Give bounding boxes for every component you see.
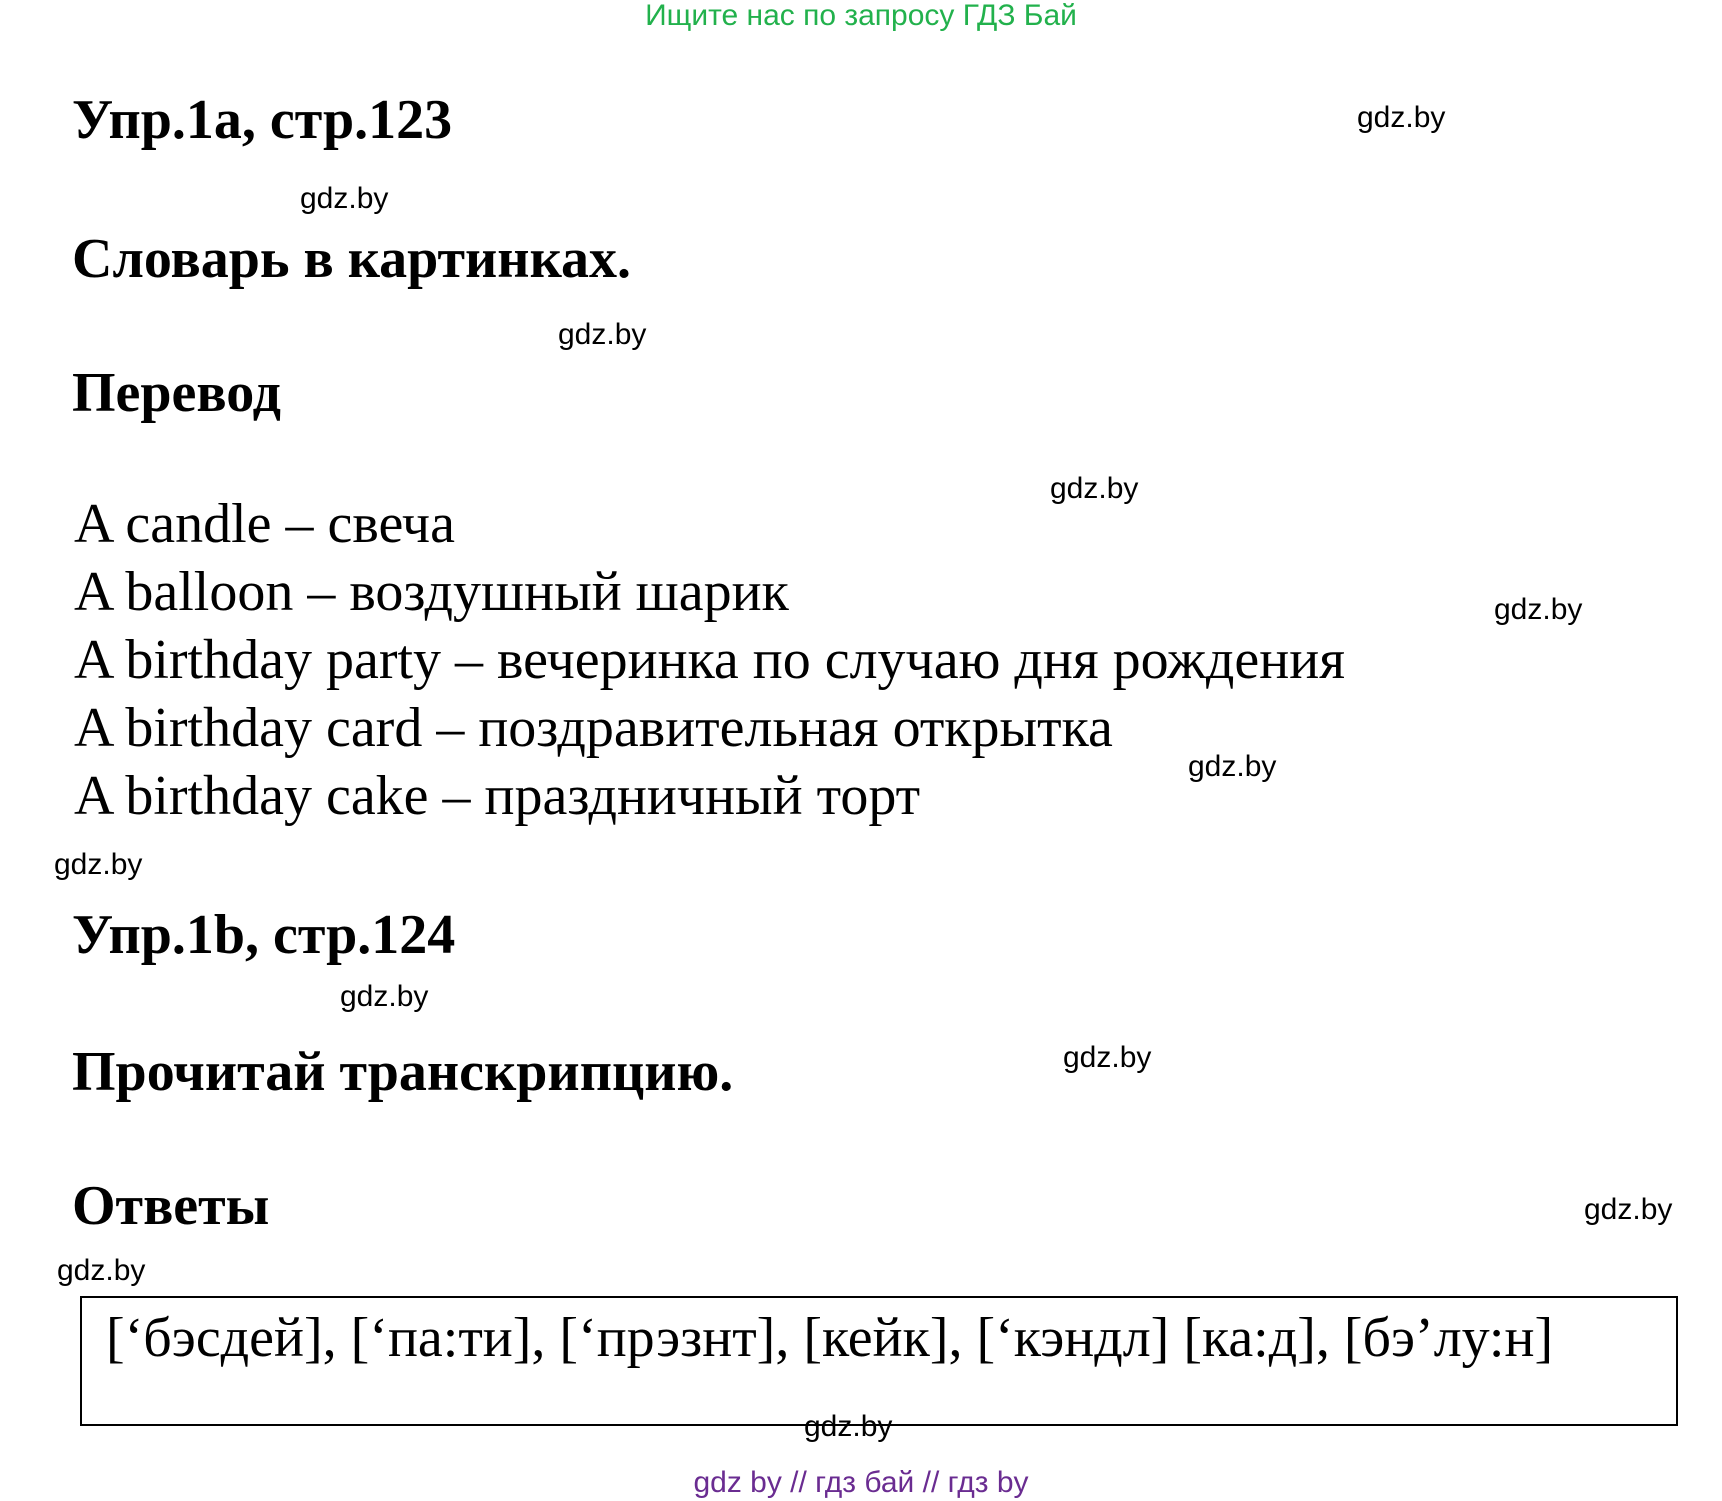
- watermark: gdz.by: [57, 1254, 146, 1287]
- transcription-answers: [‘бэсдей], [‘па:ти], [‘прэзнт], [кейк], [‘кэндл] [ка:д], [бэ’лу:н]: [106, 1307, 1554, 1369]
- exercise-1a-heading: Упр.1a, стр.123: [72, 89, 453, 151]
- vocab-item-candle: A candle – свеча: [74, 493, 455, 555]
- watermark: gdz.by: [1357, 101, 1446, 134]
- read-transcription-heading: Прочитай транскрипцию.: [72, 1041, 734, 1103]
- watermark: gdz.by: [1584, 1193, 1673, 1226]
- answers-heading: Ответы: [72, 1175, 270, 1237]
- watermark: gdz.by: [300, 182, 389, 215]
- watermark: gdz.by: [340, 980, 429, 1013]
- vocabulary-list: [74, 490, 1345, 830]
- watermark: gdz.by: [804, 1410, 893, 1443]
- watermark: gdz.by: [1050, 472, 1139, 505]
- translation-heading: Перевод: [72, 362, 281, 424]
- watermark: gdz.by: [558, 318, 647, 351]
- watermark: gdz.by: [1063, 1041, 1152, 1074]
- dictionary-heading: Словарь в картинках.: [72, 228, 631, 290]
- footer-links: gdz by // гдз бай // гдз by: [693, 1466, 1029, 1499]
- vocab-item-birthday-card: A birthday card – поздравительная открытка: [74, 697, 1113, 759]
- search-banner: Ищите нас по запросу ГДЗ Бай: [645, 0, 1077, 32]
- vocab-item-birthday-party: A birthday party – вечеринка по случаю дня рождения: [74, 629, 1345, 691]
- vocab-item-balloon: A balloon – воздушный шарик: [74, 561, 789, 623]
- exercise-1b-heading: Упр.1b, стр.124: [72, 904, 456, 966]
- watermark: gdz.by: [1494, 593, 1583, 626]
- answer-box: [80, 1296, 1678, 1426]
- watermark: gdz.by: [1188, 750, 1277, 783]
- watermark: gdz.by: [54, 848, 143, 881]
- vocab-item-birthday-cake: A birthday cake – праздничный торт: [74, 765, 921, 827]
